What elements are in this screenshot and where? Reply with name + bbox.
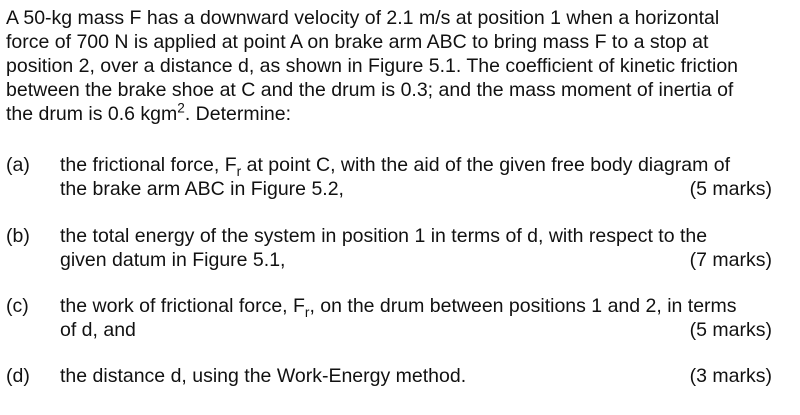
subscript: r [304,304,310,320]
question-line-1: the distance d, using the Work-Energy method. [60,365,467,387]
question-line-1 [60,153,772,177]
question-b [6,224,796,272]
question-line-2: the brake arm ABC in Figure 5.2, [60,178,344,200]
marks: (5 marks) [689,319,772,341]
marks: (5 marks) [689,178,772,200]
question-label: (d) [6,365,30,387]
intro-line-3: position 2, over a distance d, as shown in Figure 5.1. The coefficient of kinetic friction [6,55,739,77]
marks: (3 marks) [689,365,772,387]
intro-line-5-end: . Determine: [184,103,292,125]
question-c [6,294,796,342]
exponent: 2 [177,100,185,116]
question-label: (c) [6,295,29,317]
intro-line-4: between the brake shoe at C and the drum is 0.3; and the mass moment of inertia of [6,79,734,101]
question-text: the work of frictional force, F [60,295,305,317]
intro-line-2: force of 700 N is applied at point A on brake arm ABC to bring mass F to a stop at [6,31,709,53]
question-line-1: the total energy of the system in position 1 in terms of d, with respect to the [60,225,708,247]
question-text: the frictional force, F [60,154,237,176]
question-line-1 [60,294,772,318]
question-d [6,364,796,388]
question-a [6,153,796,201]
question-text-cont: , on the drum between positions 1 and 2, in terms [309,295,737,317]
problem-statement [6,6,796,126]
question-text-cont: at point C, with the aid of the given free body diagram of [241,154,731,176]
question-line-2: given datum in Figure 5.1, [60,249,286,271]
intro-line-5-text: the drum is 0.6 kgm [6,103,178,125]
question-label: (a) [6,154,30,176]
question-line-2: of d, and [60,319,136,341]
intro-line-5 [6,102,796,126]
question-label: (b) [6,225,30,247]
subscript: r [236,163,242,179]
intro-line-1: A 50-kg mass F has a downward velocity of 2.1 m/s at position 1 when a horizontal [6,7,720,29]
marks: (7 marks) [689,249,772,271]
